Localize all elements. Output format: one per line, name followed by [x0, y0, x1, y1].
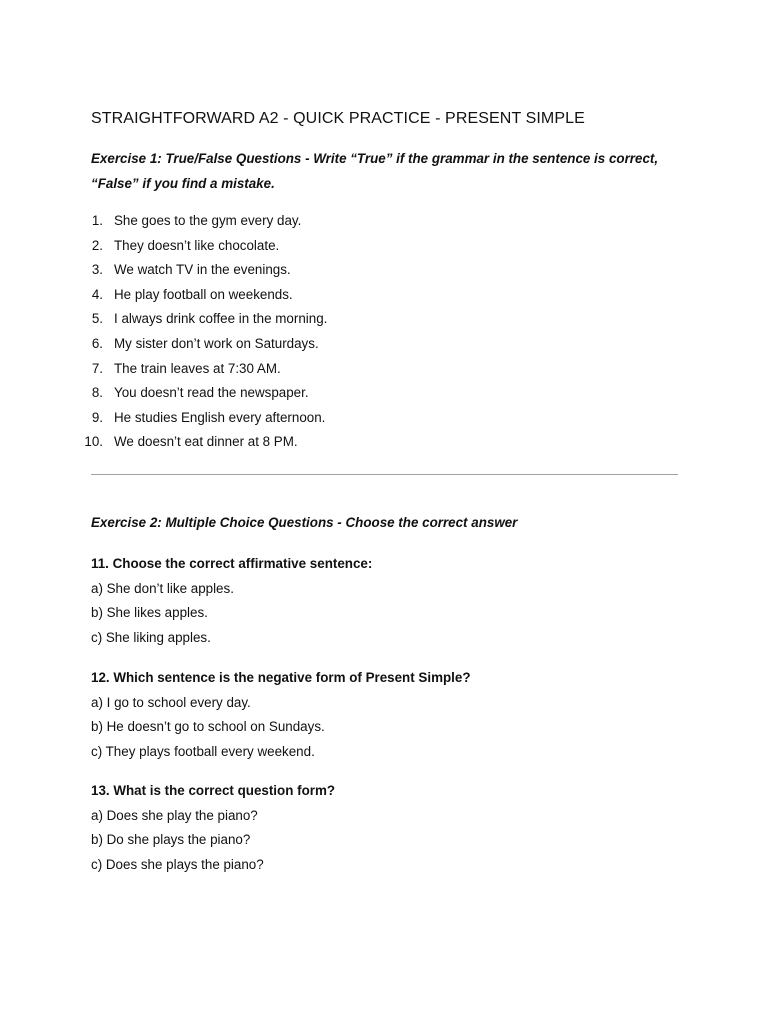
answer-option: a) She don’t like apples.	[91, 580, 234, 596]
list-item	[91, 381, 327, 406]
item-number: 1.	[91, 213, 103, 228]
item-text: My sister don’t work on Saturdays.	[114, 335, 319, 351]
question-text: 13. What is the correct question form?	[91, 783, 336, 798]
item-text: We watch TV in the evenings.	[114, 262, 291, 278]
item-number: 7.	[91, 360, 103, 376]
list-item	[91, 209, 327, 234]
list-item	[91, 406, 327, 431]
exercise-1-list	[84, 209, 328, 455]
item-text: He studies English every afternoon.	[114, 409, 326, 425]
list-item	[91, 234, 327, 259]
item-text: She goes to the gym every day.	[114, 213, 302, 228]
question-text: 12. Which sentence is the negative form of Present Simple?	[91, 670, 471, 685]
exercise-2-instruction: Exercise 2: Multiple Choice Questions - Choose the correct answer	[91, 515, 518, 530]
item-number: 2.	[91, 237, 103, 253]
item-text: We doesn’t eat dinner at 8 PM.	[114, 434, 298, 450]
item-text: You doesn’t read the newspaper.	[114, 385, 309, 401]
list-item	[91, 332, 327, 357]
item-text: I always drink coffee in the morning.	[114, 311, 328, 327]
item-number: 9.	[91, 409, 103, 425]
question-11	[91, 552, 711, 650]
exercise-1-instruction: Exercise 1: True/False Questions - Write “True” if the grammar in the sentence is correct, “False” if you find a mistake.	[91, 151, 659, 191]
page-title: STRAIGHTFORWARD A2 - QUICK PRACTICE - PRESENT SIMPLE	[91, 110, 585, 127]
answer-option: b) Do she plays the piano?	[91, 832, 251, 848]
list-item	[91, 283, 327, 308]
item-text: The train leaves at 7:30 AM.	[114, 360, 281, 376]
answer-option: a) Does she play the piano?	[91, 807, 258, 823]
item-number: 8.	[91, 385, 103, 401]
list-item	[84, 430, 327, 455]
answer-option: b) She likes apples.	[91, 605, 208, 621]
item-number: 3.	[91, 262, 103, 278]
horizontal-divider	[91, 474, 678, 475]
list-item	[91, 357, 327, 382]
item-number: 4.	[91, 286, 103, 302]
answer-option: c) They plays football every weekend.	[91, 743, 315, 759]
item-number: 10.	[84, 434, 103, 450]
question-12	[91, 666, 711, 764]
item-text: They doesn’t like chocolate.	[114, 237, 280, 253]
answer-option: a) I go to school every day.	[91, 694, 251, 710]
question-text: 11. Choose the correct affirmative sentence:	[91, 556, 373, 571]
list-item	[91, 258, 327, 283]
answer-option: b) He doesn’t go to school on Sundays.	[91, 719, 325, 735]
item-number: 6.	[91, 335, 103, 351]
answer-option: c) Does she plays the piano?	[91, 856, 264, 872]
item-text: He play football on weekends.	[114, 286, 293, 302]
question-13	[91, 779, 711, 877]
answer-option: c) She liking apples.	[91, 629, 211, 645]
list-item	[91, 307, 327, 332]
item-number: 5.	[91, 311, 103, 327]
